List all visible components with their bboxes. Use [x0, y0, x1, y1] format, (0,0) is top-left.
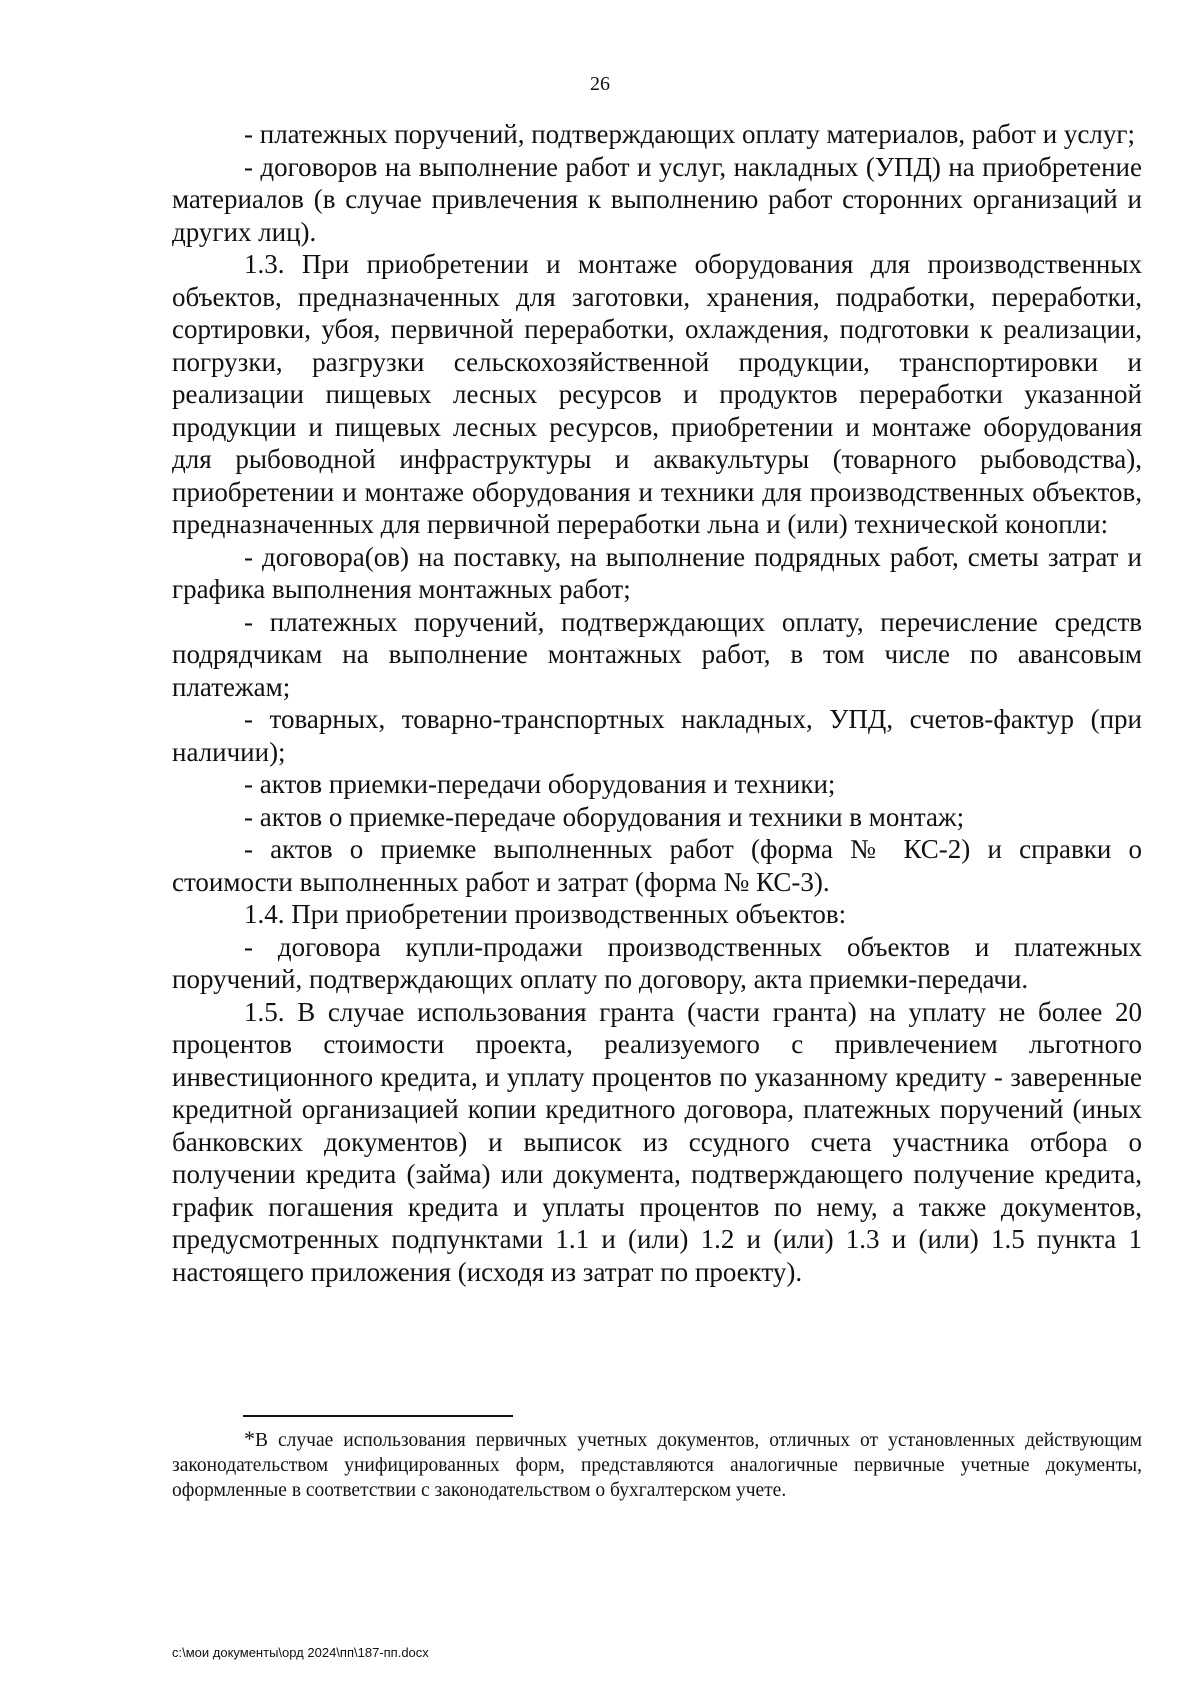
- paragraph-payment-orders-materials: - платежных поручений, подтверждающих оплату материалов, работ и услуг;: [244, 119, 1135, 149]
- footnote-text: В случае использования первичных учетных документов, отличных от установленных действующим законодательством унифицированных форм, представляются аналогичные первичные учетные документы, оформленные в соответствии с законодательством о бухгалтерском учете.: [172, 1430, 1142, 1501]
- page-number: 26: [590, 73, 610, 95]
- paragraph-supply-contracts: - договора(ов) на поставку, на выполнение подрядных работ, сметы затрат и графика выполнения монтажных работ;: [172, 541, 1142, 604]
- paragraph-installation-acts: - актов о приемке-передаче оборудования и техники в монтаж;: [244, 801, 965, 832]
- paragraph-1-3-equipment: 1.3. При приобретении и монтаже оборудования для производственных объектов, предназначенных для заготовки, хранения, подработки, переработки, сортировки, убоя, первичной переработки, охлаждения, подготовки к реализации, погрузки, разгрузки сельскохозяйственной продукции, транспортировки и реализации пищевых лесных ресурсов и продуктов переработки указанной продукции и пищевых лесных ресурсов, приобретении и монтаже оборудования для рыбоводной инфраструктуры и аквакультуры (товарного рыбоводства), приобретении и монтаже оборудования и техники для производственных объектов, предназначенных для первичной переработки льна и (или) технической конопли:: [172, 249, 1142, 539]
- paragraph-purchase-contract: - договора купли-продажи производственных объектов и платежных поручений, подтверждающих оплату по договору, акта приемки-передачи.: [172, 931, 1142, 994]
- footnote-marker: *: [244, 1426, 255, 1451]
- footnote: [172, 1426, 1142, 1503]
- paragraph-1-5-grant-credit: 1.5. В случае использования гранта (части гранта) на уплату не более 20 процентов стоимости проекта, реализуемого с привлечением льготного инвестиционного кредита, и уплату процентов по указанному кредиту - заверенные кредитной организацией копии кредитного договора, платежных поручений (иных банковских документов) и выписок из ссудного счета участника отбора о получении кредита (займа) или документа, подтверждающего получение кредита, график погашения кредита и уплаты процентов по нему, а также документов, предусмотренных подпунктами 1.1 и (или) 1.2 и (или) 1.3 и (или) 1.5 пункта 1 настоящего приложения (исходя из затрат по проекту).: [172, 996, 1142, 1287]
- file-path-footer: c:\мои документы\орд 2024\пп\187-пп.docx: [172, 1645, 429, 1660]
- paragraph-ks-forms: - актов о приемке выполненных работ (форма № КС-2) и справки о стоимости выполненных работ и затрат (форма № КС-3).: [172, 834, 1142, 897]
- paragraph-waybills-invoices: - товарных, товарно-транспортных накладных, УПД, счетов-фактур (при наличии);: [172, 704, 1142, 767]
- document-body: [172, 118, 1142, 1288]
- paragraph-contracts-works: - договоров на выполнение работ и услуг, накладных (УПД) на приобретение материалов (в случае привлечения к выполнению работ сторонних организаций и других лиц).: [172, 151, 1142, 247]
- paragraph-payment-orders-contractors: - платежных поручений, подтверждающих оплату, перечисление средств подрядчикам на выполнение монтажных работ, в том числе по авансовым платежам;: [172, 606, 1142, 702]
- paragraph-1-4-facilities: 1.4. При приобретении производственных объектов:: [244, 899, 847, 929]
- paragraph-acceptance-acts: - актов приемки-передачи оборудования и техники;: [244, 769, 836, 799]
- footnote-separator: [243, 1415, 513, 1417]
